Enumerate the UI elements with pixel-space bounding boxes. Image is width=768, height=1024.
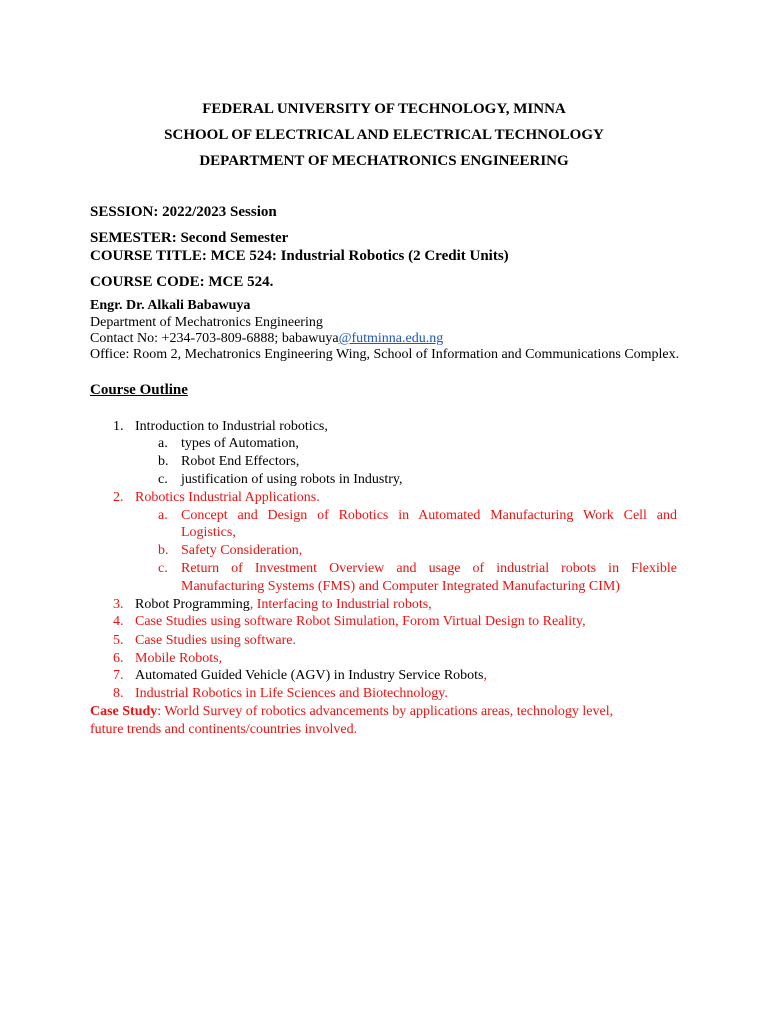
lecturer-office: Office: Room 2, Mechatronics Engineering Wing, School of Information and Communications Complex. (90, 347, 680, 362)
list-item: Robot End Effectors, (181, 454, 300, 469)
list-item: Safety Consideration, (181, 543, 303, 558)
list-item (135, 598, 432, 612)
list-number: 2. (113, 490, 124, 505)
list-item (135, 669, 487, 683)
list-item-text-highlight: , (483, 668, 488, 683)
school-name: SCHOOL OF ELECTRICAL AND ELECTRICAL TECHNOLOGY (164, 127, 604, 143)
list-letter: c. (158, 472, 168, 487)
list-letter: c. (158, 561, 168, 576)
course-title: COURSE TITLE: MCE 524: Industrial Robotics (2 Credit Units) (90, 248, 509, 264)
semester: SEMESTER: Second Semester (90, 230, 289, 246)
list-letter: a. (158, 508, 168, 523)
list-letter: a. (158, 436, 168, 451)
list-item: Industrial Robotics in Life Sciences and Biotechnology. (135, 686, 448, 701)
case-study-text: : World Survey of robotics advancements by applications areas, technology level, (157, 704, 614, 719)
list-number: 4. (113, 614, 124, 629)
list-number: 3. (113, 597, 124, 612)
list-item: Case Studies using software Robot Simulation, Forom Virtual Design to Reality, (135, 614, 586, 629)
lecturer-department: Department of Mechatronics Engineering (90, 315, 323, 330)
case-study-label: Case Study (90, 704, 158, 719)
list-item-text: Robot Programming (135, 597, 250, 612)
list-item: types of Automation, (181, 436, 299, 451)
list-letter: b. (158, 543, 169, 558)
lecturer-contact (90, 332, 443, 346)
list-item-text-highlight: , Interfacing to Industrial robots, (249, 597, 432, 612)
list-item: Robotics Industrial Applications. (135, 490, 320, 505)
list-item: Case Studies using software. (135, 633, 296, 648)
lecturer-name: Engr. Dr. Alkali Babawuya (90, 298, 251, 313)
session: SESSION: 2022/2023 Session (90, 204, 277, 220)
list-item-continuation: Manufacturing Systems (FMS) and Computer Integrated Manufacturing CIM) (181, 579, 620, 594)
list-item-continuation: Logistics, (181, 525, 236, 540)
course-outline-heading: Course Outline (90, 382, 188, 398)
email-link[interactable]: @futminna.edu.ng (338, 331, 444, 346)
case-study (90, 705, 613, 719)
list-item-text: Automated Guided Vehicle (AGV) in Industry Service Robots (135, 668, 484, 683)
list-item: justification of using robots in Industry, (181, 472, 403, 487)
list-item: Introduction to Industrial robotics, (135, 419, 328, 434)
list-number: 8. (113, 686, 124, 701)
university-name: FEDERAL UNIVERSITY OF TECHNOLOGY, MINNA (202, 101, 566, 117)
department-name: DEPARTMENT OF MECHATRONICS ENGINEERING (199, 153, 569, 169)
list-number: 6. (113, 651, 124, 666)
list-letter: b. (158, 454, 169, 469)
list-number: 5. (113, 633, 124, 648)
list-item: Return of Investment Overview and usage of industrial robots in Flexible (181, 561, 677, 576)
case-study-continuation: future trends and continents/countries involved. (90, 722, 358, 737)
contact-text: Contact No: +234-703-809-6888; babawuya (90, 331, 339, 346)
list-item: Mobile Robots, (135, 651, 223, 666)
list-number: 1. (113, 419, 124, 434)
list-number: 7. (113, 668, 124, 683)
course-code: COURSE CODE: MCE 524. (90, 274, 274, 290)
list-item: Concept and Design of Robotics in Automated Manufacturing Work Cell and (181, 508, 677, 523)
